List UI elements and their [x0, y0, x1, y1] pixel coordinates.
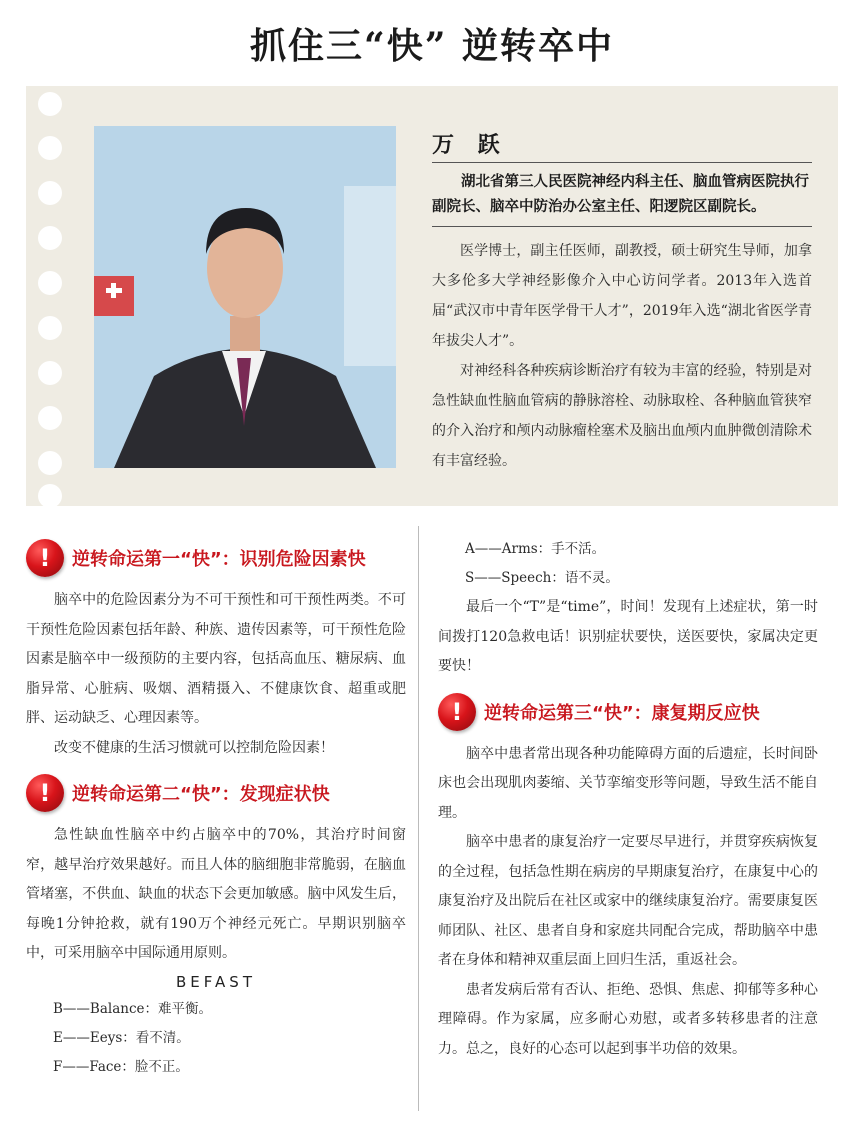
paragraph: 脑卒中的危险因素分为不可干预性和可干预性两类。不可干预性危险因素包括年龄、种族、遗传因素等，可干预性危险因素是脑卒中一级预防的主要内容，包括高血压、糖尿病、血脂异常、心脏病、吸烟、酒精摄入、不健康饮食、超重或肥胖、运动缺乏、心理因素等。	[26, 592, 406, 726]
doctor-role: 湖北省第三人民医院神经内科主任、脑血管病医院执行副院长、脑卒中防治办公室主任、阳逻院区副院长。	[432, 174, 809, 215]
doctor-portrait	[94, 126, 396, 468]
profile-card	[26, 86, 838, 506]
section-title: 逆转命运第三“快”：康复期反应快	[484, 702, 760, 724]
befast-acronym: BEFAST	[176, 972, 256, 991]
alert-icon: !	[26, 539, 64, 577]
befast-item: B——Balance：难平衡。	[53, 1000, 213, 1017]
role-rule	[432, 226, 812, 227]
befast-item: S——Speech：语不灵。	[465, 570, 619, 586]
column-divider	[418, 526, 419, 1111]
section-heading	[438, 690, 818, 734]
right-column	[438, 535, 818, 1064]
name-rule	[432, 162, 812, 163]
alert-icon: !	[438, 693, 476, 731]
section-heading	[26, 771, 406, 815]
befast-item: E——Eeys：看不清。	[53, 1029, 190, 1046]
paragraph: 改变不健康的生活习惯就可以控制危险因素！	[54, 739, 334, 756]
doctor-name: 万 跃	[432, 132, 508, 158]
paragraph: 最后一个“T”是“time”，时间！发现有上述症状，第一时间拨打120急救电话！识别症状要快，送医要快，家属决定更要快！	[438, 599, 818, 674]
paragraph: 急性缺血性脑卒中约占脑卒中的70%，其治疗时间窗窄，越早治疗效果越好。而且人体的脑细胞非常脆弱，在脑血管堵塞，不供血、缺血的状态下会更加敏感。脑中风发生后，每晚1分钟抢救，就有190万个神经元死亡。早期识别脑卒中，可采用脑卒中国际通用原则。	[26, 827, 406, 961]
paragraph: 患者发病后常有否认、拒绝、恐惧、焦虑、抑郁等多种心理障碍。作为家属，应多耐心劝慰，或者多转移患者的注意力。总之，良好的心态可以起到事半功倍的效果。	[438, 981, 818, 1057]
notebook-holes	[36, 86, 66, 506]
befast-item: F——Face：脸不正。	[53, 1058, 189, 1075]
left-column	[26, 532, 406, 1082]
befast-item: A——Arms：手不活。	[465, 541, 606, 557]
section-title: 逆转命运第一“快”：识别危险因素快	[72, 549, 366, 570]
paragraph: 脑卒中患者的康复治疗一定要尽早进行，并贯穿疾病恢复的全过程，包括急性期在病房的早期康复治疗，在康复中心的康复治疗及出院后在社区或家中的继续康复治疗。需要康复医师团队、社区、患者自身和家庭共同配合完成，帮助脑卒中患者在身体和精神双重层面上回归生活，重返社会。	[438, 834, 818, 968]
bio-paragraph: 医学博士，副主任医师，副教授，硕士研究生导师，加拿大多伦多大学神经影像介入中心访问学者。2013年入选首届“武汉市中青年医学骨干人才”，2019年入选“湖北省医学青年拔尖人才”。	[432, 243, 812, 349]
section-heading	[26, 536, 406, 580]
paragraph: 脑卒中患者常出现各种功能障碍方面的后遗症，长时间卧床也会出现肌肉萎缩、关节挛缩变形等问题，导致生活不能自理。	[438, 745, 818, 821]
page-title: 抓住三“快” 逆转卒中	[250, 25, 614, 67]
bio-paragraph: 对神经科各种疾病诊断治疗有较为丰富的经验，特别是对急性缺血性脑血管病的静脉溶栓、动脉取栓、各种脑血管狭窄的介入治疗和颅内动脉瘤栓塞术及脑出血颅内血肿微创清除术有丰富经验。	[432, 363, 812, 469]
alert-icon: !	[26, 774, 64, 812]
doctor-bio	[432, 236, 812, 476]
section-title: 逆转命运第二“快”：发现症状快	[72, 784, 330, 805]
